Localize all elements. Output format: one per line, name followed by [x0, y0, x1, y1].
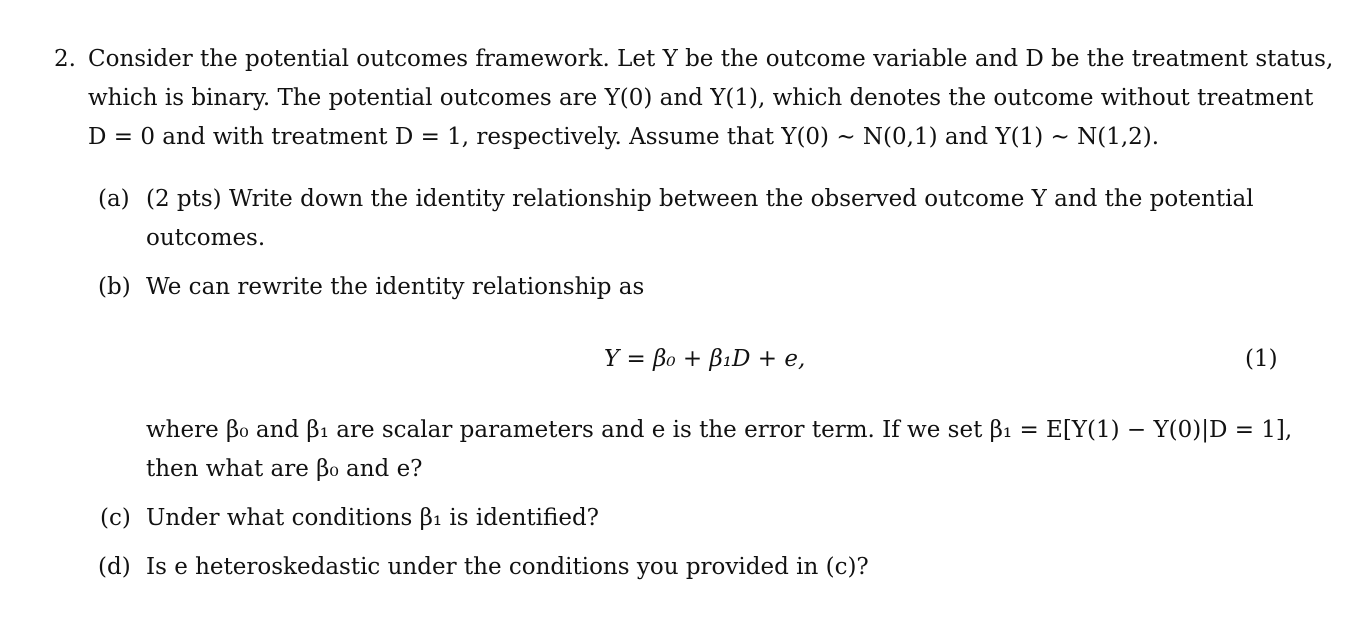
- part-d-label: (d): [98, 554, 131, 580]
- part-b-after-line-1: where β₀ and β₁ are scalar parameters and e is the error term. If we set β₁ = E[Y(1) − Y(0)|D = 1],: [146, 417, 1293, 443]
- problem-number: 2.: [54, 46, 76, 72]
- intro-line-1: Consider the potential outcomes framework. Let Y be the outcome variable and D be the treatment status,: [88, 46, 1334, 72]
- part-b-line-1: We can rewrite the identity relationship as: [146, 274, 645, 300]
- equation-number: (1): [1245, 346, 1278, 372]
- part-c-line-1: Under what conditions β₁ is identified?: [146, 505, 600, 531]
- intro-line-2: which is binary. The potential outcomes are Y(0) and Y(1), which denotes the outcome without treatment: [88, 85, 1314, 111]
- part-a-line-1: (2 pts) Write down the identity relationship between the observed outcome Y and the potential: [146, 186, 1254, 212]
- part-a-line-2: outcomes.: [146, 225, 266, 251]
- part-b-after-line-2: then what are β₀ and e?: [146, 456, 423, 482]
- intro-line-3: D = 0 and with treatment D = 1, respectively. Assume that Y(0) ∼ N(0,1) and Y(1) ∼ N(1,2).: [88, 124, 1160, 150]
- part-a-label: (a): [98, 186, 130, 212]
- part-d-line-1: Is e heteroskedastic under the conditions you provided in (c)?: [146, 554, 869, 580]
- part-b-label: (b): [98, 274, 131, 300]
- equation-1: Y = β₀ + β₁D + e,: [604, 346, 806, 372]
- part-c-label: (c): [100, 505, 131, 531]
